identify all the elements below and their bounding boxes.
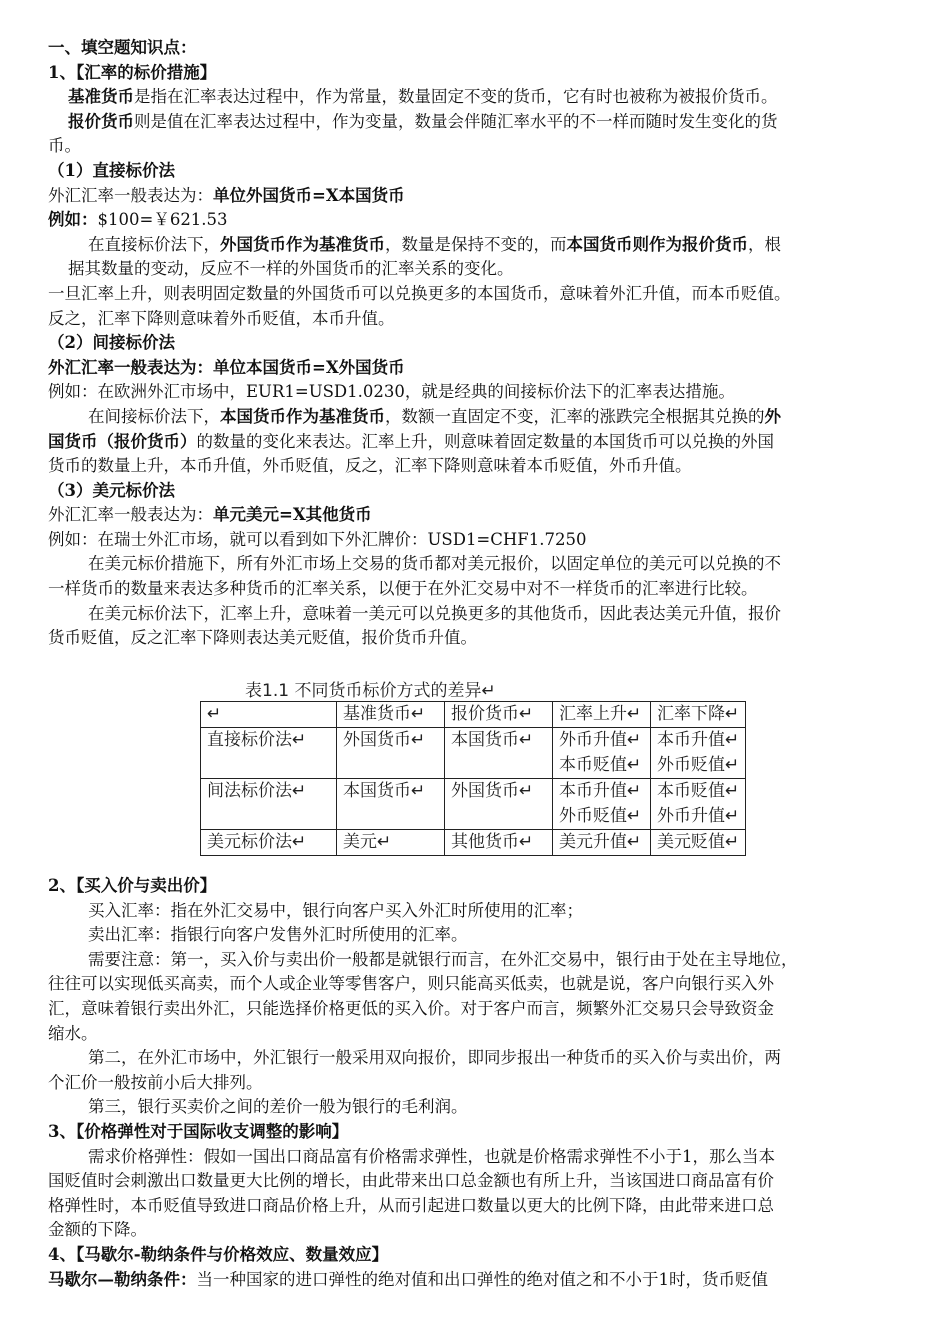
table-cell-base: 外国货币↵ — [337, 728, 445, 779]
section-1-title: 1、【汇率的标价措施】 — [48, 62, 217, 82]
table-header-cell: 报价货币↵ — [445, 702, 553, 728]
table-cell-method: 直接标价法↵ — [201, 728, 337, 779]
note-1-cont: 汇，意味着银行卖出外汇，只能选择价格更低的买入价。对于客户而言，频繁外汇交易只会导致资金 — [48, 998, 774, 1018]
section-3-title: 3、【价格弹性对于国际收支调整的影响】 — [48, 1121, 349, 1141]
usd-quote-paragraph-2: 在美元标价法下，汇率上升，意味着一美元可以兑换更多的其他货币，因此表达美元升值，报价 — [88, 603, 781, 623]
table-row — [201, 779, 746, 830]
table-cell-quote: 本国货币↵ — [445, 728, 553, 779]
note-1-end: 缩水。 — [48, 1023, 98, 1043]
direct-quote-paragraph-1: 在直接标价法下，外国货币作为基准货币，数量是保持不变的，而本国货币则作为报价货币，根 — [88, 234, 781, 254]
table-cell-rise: 本币升值↵ 外币贬值↵ — [553, 779, 651, 830]
usd-quote-expression: 外汇汇率一般表达为：单元美元=X其他货币 — [48, 505, 372, 525]
usd-quote-example: 例如：在瑞士外汇市场，就可以看到如下外汇牌价：USD1=CHF1.7250 — [48, 529, 587, 549]
buy-rate-definition: 买入汇率：指在外汇交易中，银行向客户买入外汇时所使用的汇率； — [88, 900, 583, 920]
table-cell-base: 本国货币↵ — [337, 779, 445, 830]
usd-quote-paragraph-2-cont: 货币贬值，反之汇率下降则表达美元贬值，报价货币升值。 — [48, 628, 477, 648]
elasticity-paragraph-end: 金额的下降。 — [48, 1220, 147, 1240]
direct-quote-expression: 外汇汇率一般表达为：单位外国货币=X本国货币 — [48, 185, 405, 205]
table-header-cell: 基准货币↵ — [337, 702, 445, 728]
table-row — [201, 728, 746, 779]
indirect-quote-paragraph-1-end: 货币的数量上升，本币升值，外币贬值，反之，汇率下降则意味着本币贬值，外币升值。 — [48, 456, 692, 476]
base-currency-definition: 基准货币是指在汇率表达过程中，作为常量，数量固定不变的货币，它有时也被称为被报价货币。 — [68, 87, 778, 107]
table-cell-method: 间法标价法↵ — [201, 779, 337, 830]
usd-quote-title: （3）美元标价法 — [48, 480, 175, 500]
note-2: 第二，在外汇市场中，外汇银行一般采用双向报价，即同步报出一种货币的买入价与卖出价，两 — [88, 1048, 781, 1068]
marshall-lerner-condition: 马歇尔—勒纳条件：当一种国家的进口弹性的绝对值和出口弹性的绝对值之和不小于1时，货币贬值 — [48, 1269, 768, 1289]
note-3: 第三，银行买卖价之间的差价一般为银行的毛利润。 — [88, 1097, 468, 1117]
table-cell-method: 美元标价法↵ — [201, 830, 337, 856]
quote-method-table — [200, 701, 746, 856]
elasticity-paragraph: 需求价格弹性：假如一国出口商品富有价格需求弹性，也就是价格需求弹性不小于1，那么当本 — [88, 1146, 775, 1166]
table-header-row — [201, 702, 746, 728]
table-row — [201, 830, 746, 856]
indirect-quote-title: （2）间接标价法 — [48, 333, 175, 353]
table-cell-quote: 外国货币↵ — [445, 779, 553, 830]
sell-rate-definition: 卖出汇率：指银行向客户发售外汇时所使用的汇率。 — [88, 925, 468, 945]
quote-currency-definition-cont: 币。 — [48, 136, 81, 156]
direct-quote-title: （1）直接标价法 — [48, 160, 175, 180]
indirect-quote-paragraph-1-cont: 国货币（报价货币）的数量的变化来表达。汇率上升，则意味着固定数量的本国货币可以兑换的外国 — [48, 431, 774, 451]
note-1-cont: 往往可以实现低买高卖，而个人或企业等零售客户，则只能高买低卖，也就是说，客户向银行买入外 — [48, 974, 774, 994]
table-cell-fall: 美元贬值↵ — [651, 830, 746, 856]
indirect-quote-paragraph-1: 在间接标价法下，本国货币作为基准货币，数额一直固定不变，汇率的涨跌完全根据其兑换的外 — [88, 406, 781, 426]
direct-quote-paragraph-1-cont: 据其数量的变动，反应不一样的外国货币的汇率关系的变化。 — [68, 259, 514, 279]
table-cell-base: 美元↵ — [337, 830, 445, 856]
section-heading: 一、填空题知识点： — [48, 38, 197, 57]
indirect-quote-expression: 外汇汇率一般表达为：单位本国货币=X外国货币 — [48, 357, 405, 377]
table-cell-quote: 其他货币↵ — [445, 830, 553, 856]
table-cell-fall: 本币贬值↵ 外币升值↵ — [651, 779, 746, 830]
table-cell-fall: 本币升值↵ 外币贬值↵ — [651, 728, 746, 779]
table-cell-rise: 外币升值↵ 本币贬值↵ — [553, 728, 651, 779]
table-header-cell: ↵ — [201, 702, 337, 728]
usd-quote-paragraph-1: 在美元标价措施下，所有外汇市场上交易的货币都对美元报价，以固定单位的美元可以兑换的不 — [88, 554, 781, 574]
section-2-title: 2、【买入价与卖出价】 — [48, 876, 217, 895]
table-header-cell: 汇率上升↵ — [553, 702, 651, 728]
quote-currency-definition: 报价货币则是值在汇率表达过程中，作为变量，数量会伴随汇率水平的不一样而随时发生变化的货 — [68, 111, 778, 131]
document-body-continued — [48, 874, 910, 1292]
elasticity-paragraph-cont: 国贬值时会刺激出口数量更大比例的增长，由此带来出口总金额也有所上升，当该国进口商品富有价 — [48, 1171, 774, 1191]
elasticity-paragraph-cont: 格弹性时，本币贬值导致进口商品价格上升，从而引起进口数量以更大的比例下降，由此带来进口总 — [48, 1195, 774, 1215]
indirect-quote-example: 例如：在欧洲外汇市场中，EUR1=USD1.0230，就是经典的间接标价法下的汇率表达措施。 — [48, 382, 735, 402]
direct-quote-example: 例如：$100=￥621.53 — [48, 210, 228, 230]
section-4-title: 4、【马歇尔-勒纳条件与价格效应、数量效应】 — [48, 1244, 389, 1264]
direct-quote-paragraph-2: 一旦汇率上升，则表明固定数量的外国货币可以兑换更多的本国货币，意味着外汇升值，而本币贬值。 — [48, 283, 791, 303]
document-body — [48, 36, 910, 651]
direct-quote-paragraph-2-cont: 反之，汇率下降则意味着外币贬值，本币升值。 — [48, 308, 395, 328]
note-2-cont: 个汇价一般按前小后大排列。 — [48, 1072, 263, 1092]
table-cell-rise: 美元升值↵ — [553, 830, 651, 856]
note-1: 需要注意：第一，买入价与卖出价一般都是就银行而言，在外汇交易中，银行由于处在主导地位， — [88, 949, 798, 969]
table-header-cell: 汇率下降↵ — [651, 702, 746, 728]
table-caption: 表1.1 不同货币标价方式的差异↵ — [245, 681, 496, 701]
usd-quote-paragraph-1-cont: 一样货币的数量来表达多种货币的汇率关系，以便于在外汇交易中对不一样货币的汇率进行比较。 — [48, 579, 758, 599]
